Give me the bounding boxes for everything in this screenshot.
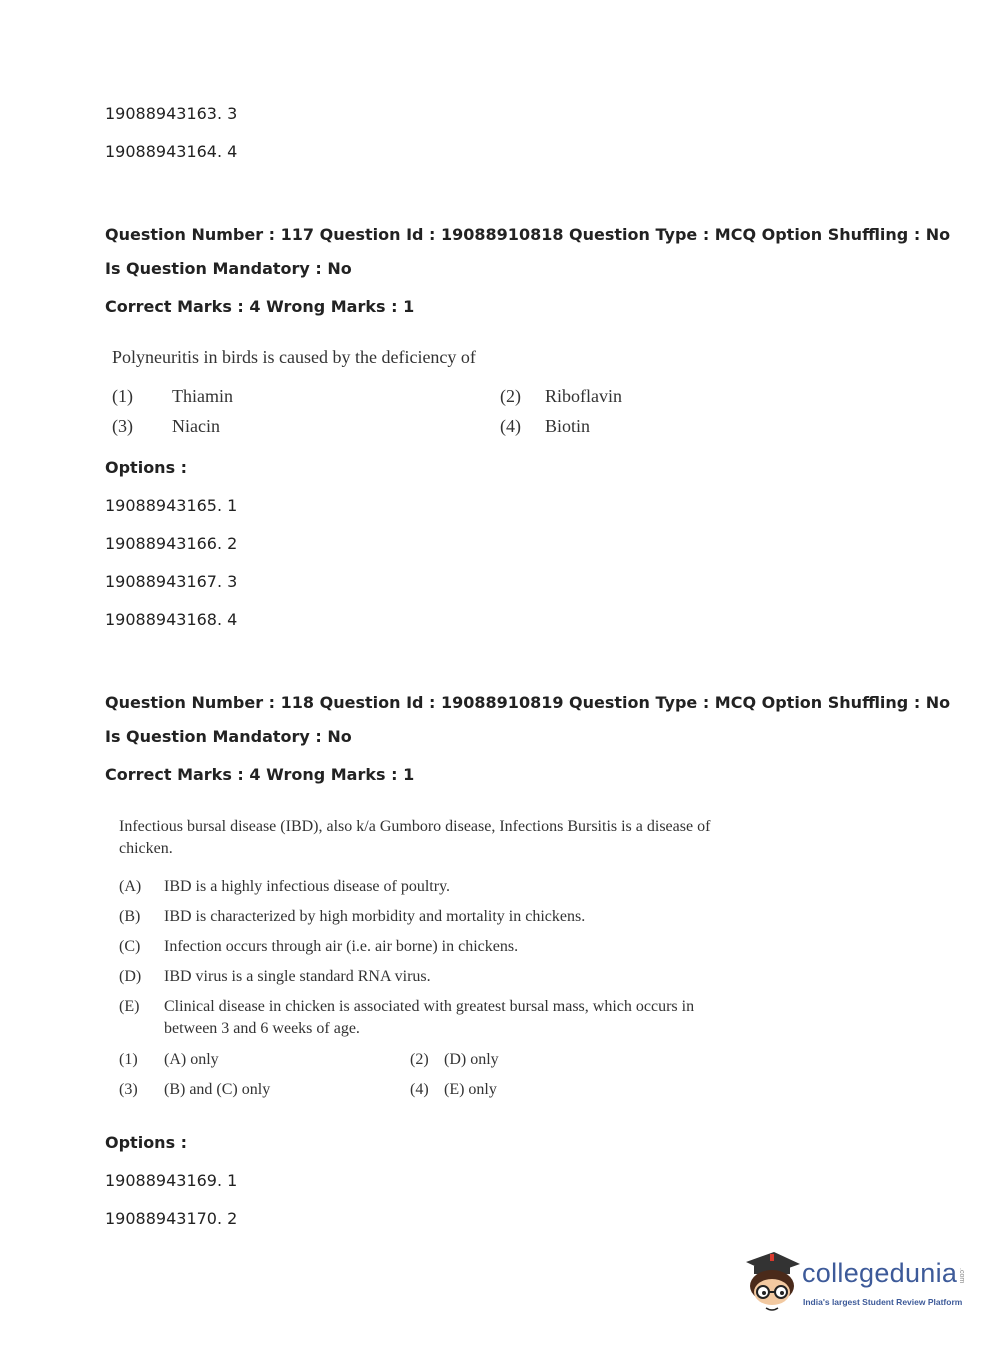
statement-label: (A): [119, 878, 142, 895]
choice-number: (1): [119, 1051, 138, 1068]
question-117-text: Polyneuritis in birds is caused by the deficiency of: [112, 347, 476, 367]
statement-label: (D): [119, 968, 142, 985]
question-118-text-cont: chicken.: [119, 840, 173, 857]
choice-text: (D) only: [444, 1051, 499, 1068]
option-line: 19088943170. 2: [105, 1209, 238, 1228]
choice-text: Thiamin: [172, 386, 233, 406]
choice-number: (1): [112, 386, 133, 406]
question-117-marks: Correct Marks : 4 Wrong Marks : 1: [105, 297, 415, 316]
question-118-marks: Correct Marks : 4 Wrong Marks : 1: [105, 765, 415, 784]
question-118-mandatory: Is Question Mandatory : No: [105, 727, 352, 746]
choice-number: (3): [119, 1081, 138, 1098]
logo-suffix: .com: [958, 1268, 965, 1284]
options-label: Options :: [105, 1133, 188, 1152]
mascot-icon: [740, 1248, 802, 1314]
statement-text: IBD virus is a single standard RNA virus.: [164, 968, 431, 985]
statement-text: Infection occurs through air (i.e. air borne) in chickens.: [164, 938, 519, 955]
option-line: 19088943168. 4: [105, 610, 238, 629]
choice-text: Riboflavin: [545, 386, 622, 406]
options-label: Options :: [105, 458, 188, 477]
choice-text: Niacin: [172, 416, 220, 436]
option-line: 19088943163. 3: [105, 104, 238, 123]
choice-text: (E) only: [444, 1081, 497, 1098]
statement-text: IBD is a highly infectious disease of poultry.: [164, 878, 451, 895]
statement-label: (C): [119, 938, 141, 955]
option-line: 19088943169. 1: [105, 1171, 238, 1190]
statement-text-cont: between 3 and 6 weeks of age.: [164, 1020, 360, 1037]
question-117-header: Question Number : 117 Question Id : 19088910818 Question Type : MCQ Option Shuffling : No: [105, 225, 951, 244]
choice-number: (4): [500, 416, 521, 436]
choice-text: (B) and (C) only: [164, 1081, 271, 1098]
logo-tagline: India's largest Student Review Platform: [803, 1297, 963, 1307]
statement-label: (E): [119, 998, 140, 1015]
choice-number: (4): [410, 1081, 429, 1098]
statement-label: (B): [119, 908, 141, 925]
option-line: 19088943164. 4: [105, 142, 238, 161]
logo-name: collegedunia: [802, 1258, 958, 1288]
option-line: 19088943167. 3: [105, 572, 238, 591]
choice-text: (A) only: [164, 1051, 219, 1068]
choice-number: (2): [500, 386, 521, 406]
option-line: 19088943166. 2: [105, 534, 238, 553]
choice-number: (3): [112, 416, 133, 436]
statement-text: Clinical disease in chicken is associated with greatest bursal mass, which occurs in: [164, 998, 695, 1015]
choice-number: (2): [410, 1051, 429, 1068]
choice-text: Biotin: [545, 416, 591, 436]
question-117-mandatory: Is Question Mandatory : No: [105, 259, 352, 278]
question-118-header: Question Number : 118 Question Id : 19088910819 Question Type : MCQ Option Shuffling : No: [105, 693, 951, 712]
question-118-text: Infectious bursal disease (IBD), also k/a Gumboro disease, Infections Bursitis is a disease of: [119, 818, 711, 835]
collegedunia-logo: [740, 1248, 970, 1318]
option-line: 19088943165. 1: [105, 496, 238, 515]
statement-text: IBD is characterized by high morbidity and mortality in chickens.: [164, 908, 586, 925]
